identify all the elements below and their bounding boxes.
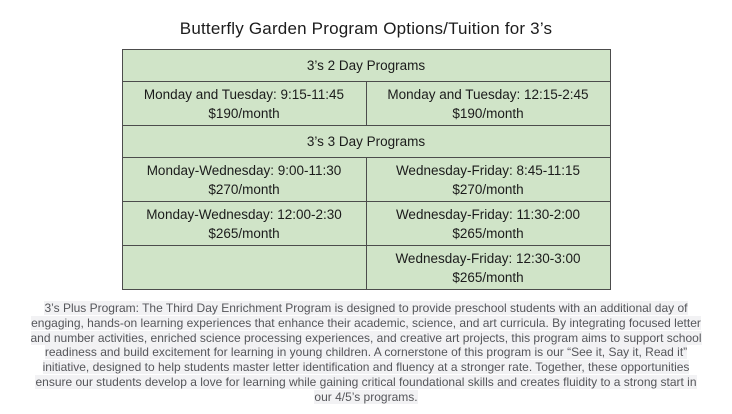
- program-schedule: Monday and Tuesday: 9:15-11:45: [143, 86, 345, 102]
- program-schedule: Wednesday-Friday: 11:30-2:00: [395, 206, 581, 222]
- program-price: $265/month: [452, 225, 524, 241]
- section-header-2-day-programs: 3’s 2 Day Programs: [122, 50, 610, 82]
- program-schedule: Wednesday-Friday: 12:30-3:00: [395, 250, 581, 266]
- program-cell-wed-fri-pm: [366, 246, 610, 290]
- table-row-section-header: [122, 50, 610, 82]
- program-cell-mon-wed-am: [122, 158, 366, 202]
- table-row: [122, 82, 610, 126]
- program-schedule: Monday-Wednesday: 12:00-2:30: [146, 206, 342, 222]
- program-schedule: Monday-Wednesday: 9:00-11:30: [146, 162, 342, 178]
- table-row: [122, 246, 610, 290]
- section-header-3-day-programs: 3’s 3 Day Programs: [122, 126, 610, 158]
- page-title: Butterfly Garden Program Options/Tuition for 3’s: [179, 19, 553, 38]
- program-price: $190/month: [452, 105, 524, 121]
- program-cell-empty: [122, 246, 366, 290]
- table-row-section-header: [122, 126, 610, 158]
- program-cell-wed-fri-am: [366, 158, 610, 202]
- program-price: $190/month: [208, 105, 280, 121]
- program-cell-wed-fri-midday: [366, 202, 610, 246]
- page: [0, 19, 732, 414]
- program-cell-mon-tue-pm: [366, 82, 610, 126]
- tuition-table: [122, 49, 611, 290]
- program-price: $270/month: [208, 181, 280, 197]
- program-schedule: Wednesday-Friday: 8:45-11:15: [395, 162, 581, 178]
- program-schedule: Monday and Tuesday: 12:15-2:45: [387, 86, 589, 102]
- program-description: [28, 301, 704, 405]
- table-row: [122, 202, 610, 246]
- program-price: $265/month: [208, 225, 280, 241]
- program-cell-mon-wed-pm: [122, 202, 366, 246]
- program-description-text: 3’s Plus Program: The Third Day Enrichment Program is designed to provide preschool students with an additional day of engaging, hands-on learning experiences that enhance their academic, science, and art curricula. By integrating focused letter and number activities, enriched science processing experiences, and creative art projects, this program aims to support school readiness and build excitement for learning in young children. A cornerstone of this program is our “See it, Say it, Read it” initiative, designed to help students master letter identification and fluency at a stronger rate. Together, these opportunities ensure our students develop a love for learning while gaining critical foundational skills and creates fluidity to a strong start in our 4/5’s programs.: [30, 301, 702, 404]
- program-cell-mon-tue-am: [122, 82, 366, 126]
- program-price: $265/month: [452, 269, 524, 285]
- table-row: [122, 158, 610, 202]
- program-price: $270/month: [452, 181, 524, 197]
